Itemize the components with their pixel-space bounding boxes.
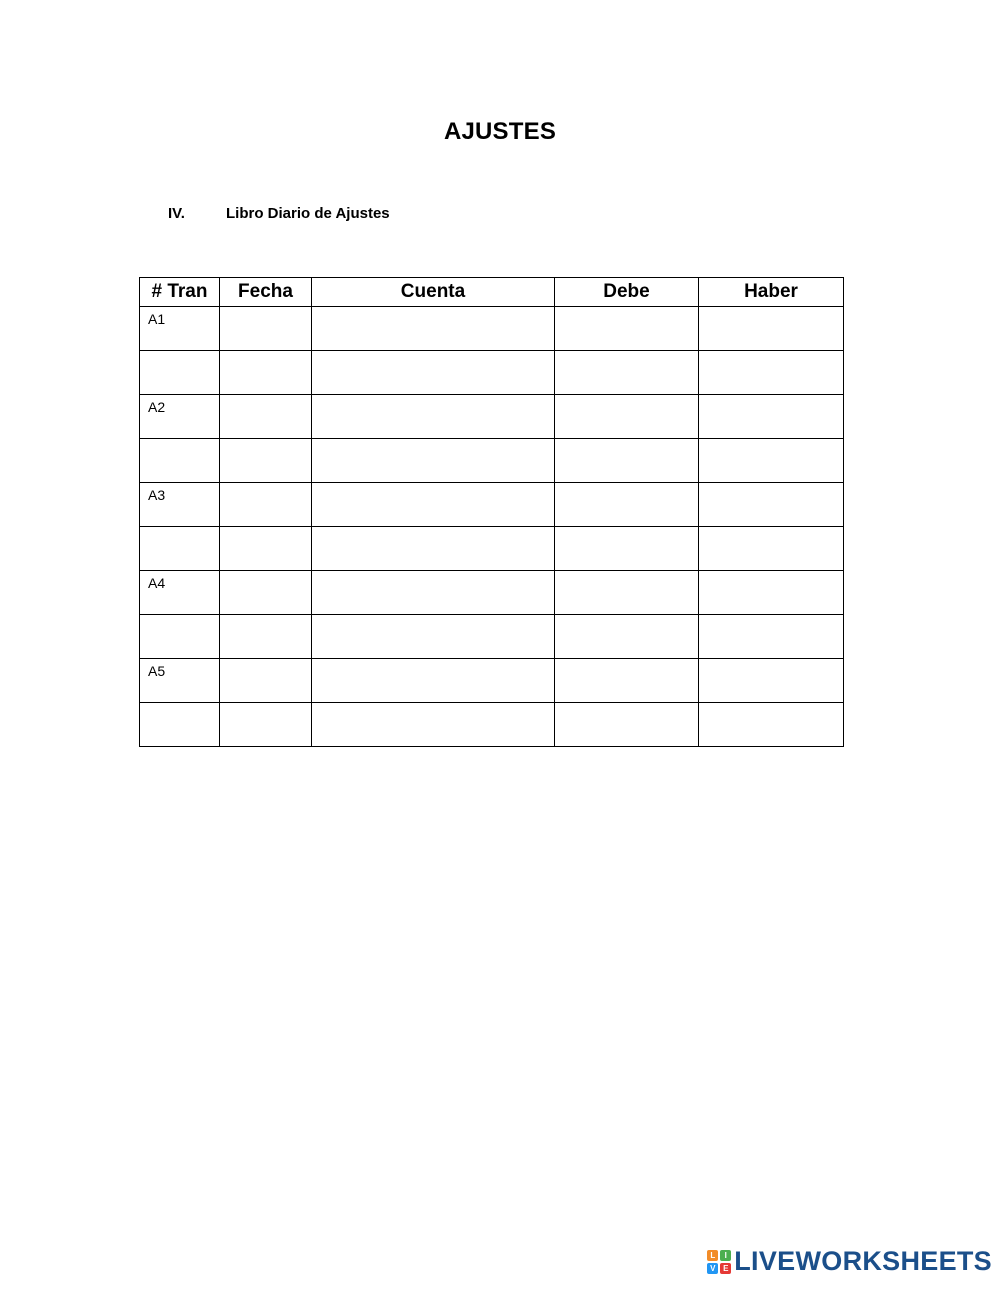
haber-cell[interactable] <box>699 571 844 615</box>
logo-wordmark: LIVEWORKSHEETS <box>734 1246 992 1276</box>
cuenta-cell[interactable] <box>312 615 555 659</box>
liveworksheets-logo-icon <box>707 1250 731 1274</box>
debe-cell[interactable] <box>555 703 699 747</box>
cuenta-cell[interactable] <box>312 483 555 527</box>
section-number: IV. <box>168 205 185 222</box>
fecha-cell[interactable] <box>220 483 312 527</box>
table-row <box>140 703 844 747</box>
tran-cell <box>140 703 220 747</box>
fecha-cell[interactable] <box>220 659 312 703</box>
tran-cell <box>140 527 220 571</box>
table-row <box>140 395 844 439</box>
column-header-tran: # Tran <box>140 278 220 307</box>
liveworksheets-logo <box>707 1246 992 1277</box>
column-header-haber: Haber <box>699 278 844 307</box>
fecha-cell[interactable] <box>220 703 312 747</box>
cuenta-cell[interactable] <box>312 307 555 351</box>
haber-cell[interactable] <box>699 395 844 439</box>
fecha-cell[interactable] <box>220 351 312 395</box>
fecha-cell[interactable] <box>220 615 312 659</box>
haber-cell[interactable] <box>699 703 844 747</box>
haber-cell[interactable] <box>699 483 844 527</box>
fecha-cell[interactable] <box>220 439 312 483</box>
haber-cell[interactable] <box>699 615 844 659</box>
cuenta-cell[interactable] <box>312 395 555 439</box>
debe-cell[interactable] <box>555 439 699 483</box>
tran-cell <box>140 351 220 395</box>
fecha-cell[interactable] <box>220 307 312 351</box>
table-row <box>140 351 844 395</box>
haber-cell[interactable] <box>699 439 844 483</box>
logo-block: V <box>707 1263 718 1274</box>
table-row <box>140 615 844 659</box>
debe-cell[interactable] <box>555 307 699 351</box>
debe-cell[interactable] <box>555 527 699 571</box>
tran-cell: A3 <box>140 483 220 527</box>
cuenta-cell[interactable] <box>312 703 555 747</box>
logo-block: I <box>720 1250 731 1261</box>
tran-cell: A5 <box>140 659 220 703</box>
page-title: AJUSTES <box>443 118 557 145</box>
cuenta-cell[interactable] <box>312 351 555 395</box>
debe-cell[interactable] <box>555 483 699 527</box>
debe-cell[interactable] <box>555 351 699 395</box>
cuenta-cell[interactable] <box>312 439 555 483</box>
fecha-cell[interactable] <box>220 395 312 439</box>
debe-cell[interactable] <box>555 395 699 439</box>
fecha-cell[interactable] <box>220 527 312 571</box>
haber-cell[interactable] <box>699 659 844 703</box>
table-row <box>140 571 844 615</box>
haber-cell[interactable] <box>699 351 844 395</box>
debe-cell[interactable] <box>555 615 699 659</box>
tran-cell <box>140 615 220 659</box>
table-row <box>140 439 844 483</box>
journal-table <box>139 277 844 747</box>
haber-cell[interactable] <box>699 307 844 351</box>
tran-cell <box>140 439 220 483</box>
table-row <box>140 307 844 351</box>
section-label: Libro Diario de Ajustes <box>226 205 390 222</box>
table-row <box>140 659 844 703</box>
debe-cell[interactable] <box>555 571 699 615</box>
cuenta-cell[interactable] <box>312 659 555 703</box>
section-heading <box>168 205 390 222</box>
table-header-row <box>140 278 844 307</box>
column-header-cuenta: Cuenta <box>312 278 555 307</box>
tran-cell: A2 <box>140 395 220 439</box>
cuenta-cell[interactable] <box>312 527 555 571</box>
fecha-cell[interactable] <box>220 571 312 615</box>
logo-block: L <box>707 1250 718 1261</box>
column-header-debe: Debe <box>555 278 699 307</box>
tran-cell: A1 <box>140 307 220 351</box>
table-row <box>140 527 844 571</box>
haber-cell[interactable] <box>699 527 844 571</box>
column-header-fecha: Fecha <box>220 278 312 307</box>
debe-cell[interactable] <box>555 659 699 703</box>
logo-block: E <box>720 1263 731 1274</box>
tran-cell: A4 <box>140 571 220 615</box>
cuenta-cell[interactable] <box>312 571 555 615</box>
table-row <box>140 483 844 527</box>
